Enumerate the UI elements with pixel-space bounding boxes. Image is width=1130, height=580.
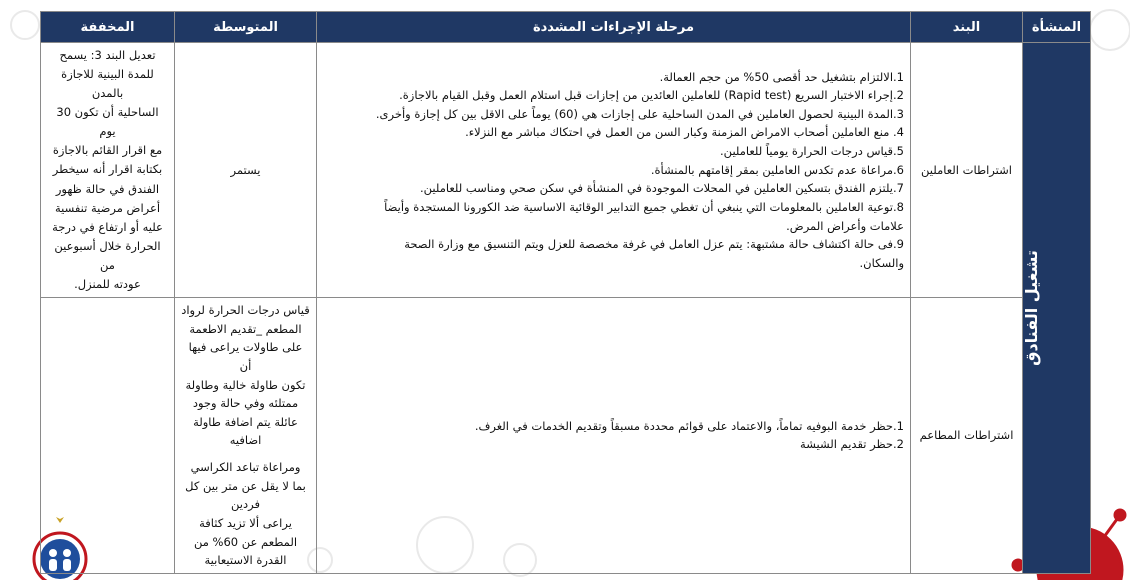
item-cell: اشتراطات المطاعم bbox=[911, 298, 1023, 574]
medium-line: عائلة يتم اضافة طاولة bbox=[193, 414, 298, 429]
medium-cell: يستمر bbox=[175, 43, 317, 298]
strict-line: 6.مراعاة عدم تكدس العاملين بمقر إقامتهم بالمنشأة. bbox=[650, 162, 904, 177]
strict-line: والسكان. bbox=[859, 255, 904, 270]
medium-line: القدرة الاستيعابية bbox=[204, 553, 287, 568]
medium-line: ممتلئه وفي حالة وجود bbox=[192, 396, 299, 411]
medium-line bbox=[181, 450, 310, 458]
relaxed-line: مع اقرار القائم بالاجازة bbox=[52, 143, 163, 158]
relaxed-line: تعديل البند 3: يسمح bbox=[59, 48, 156, 62]
strict-line: 1.الالتزام بتشغيل حد أقصى 50% من حجم العمالة. bbox=[659, 69, 904, 84]
medium-cell bbox=[175, 298, 317, 574]
facility-cell bbox=[1023, 43, 1091, 574]
strict-line: 3.المدة البينية لحصول العاملين في المدن الساحلية على إجازات هي (60) يوماً على الاقل بين كل إجازة وأخرى. bbox=[375, 106, 904, 121]
strict-line: 9.فى حالة اكتشاف حالة مشتبهة: يتم عزل العامل في غرفة مخصصة للعزل ويتم التنسيق مع وزارة الصحة bbox=[404, 237, 904, 252]
relaxed-line: أعراض مرضية تنفسية bbox=[54, 200, 161, 215]
relaxed-line: عودته للمنزل. bbox=[74, 276, 141, 291]
medium-line: فردين bbox=[231, 497, 260, 512]
strict-line: 7.يلتزم الفندق بتسكين العاملين في المحلات الموجودة في المنشأة في سكن صحي ومناسب للعاملين. bbox=[420, 181, 904, 196]
medium-line: المطعم عن 60% من bbox=[193, 534, 298, 549]
strict-line: 8.توعية العاملين بالمعلومات التي ينبغي أن تغطي جميع التدابير الوقائية الاساسية ضد الكورونا المستجدة وأيضاً bbox=[384, 199, 904, 214]
strict-line: علامات وأعراض المرض. bbox=[786, 218, 904, 233]
table-header-row bbox=[41, 12, 1091, 43]
relaxed-line: عليه أو ارتفاع في درجة bbox=[52, 219, 163, 234]
medium-line: تكون طاولة خالية وطاولة bbox=[185, 377, 306, 392]
strict-line: 1.حظر خدمة البوفيه تماماً، والاعتماد على قوائم محددة مسبقاً وتقديم الخدمات في الغرف. bbox=[474, 418, 904, 433]
strict-line: 4. منع العاملين أصحاب الامراض المزمنة وكبار السن من العمل في احتكاك مباشر مع النزلاء. bbox=[465, 125, 904, 140]
medium-line: اضافيه bbox=[229, 433, 262, 448]
relaxed-line: الفندق في حالة ظهور bbox=[55, 181, 160, 196]
medium-line: يراعى ألا تزيد كثافة bbox=[199, 515, 292, 530]
strict-line: 2.إجراء الاختبار السريع (Rapid test) للعاملين العائدين من إجازات قبل استلام العمل وقبل القيام بالاجازة. bbox=[399, 88, 904, 103]
strict-cell bbox=[317, 298, 911, 574]
relaxed-line: الحرارة خلال أسبوعين من bbox=[54, 238, 161, 272]
medium-line: بما لا يقل عن متر بين كل bbox=[185, 478, 306, 493]
strict-cell bbox=[317, 43, 911, 298]
header-relaxed: المخففة bbox=[41, 12, 175, 43]
relaxed-cell bbox=[41, 298, 175, 574]
facility-name: تشغيل الفنادق bbox=[1022, 249, 1042, 366]
measures-table bbox=[40, 11, 1091, 574]
medium-line: المطعم _تقديم الاطعمة bbox=[189, 321, 302, 336]
header-facility: المنشأة bbox=[1023, 12, 1091, 43]
medium-line: ومراعاة تباعد الكراسي bbox=[190, 460, 301, 475]
header-item: البند bbox=[911, 12, 1023, 43]
strict-line: 5.قياس درجات الحرارة يومياً للعاملين. bbox=[720, 144, 904, 159]
relaxed-line: بكتابة اقرار أنه سيخطر bbox=[52, 162, 163, 177]
table-row bbox=[41, 298, 1091, 574]
item-cell: اشتراطات العاملين bbox=[911, 43, 1023, 298]
relaxed-cell bbox=[41, 43, 175, 298]
medium-line: على طاولات يراعى فيها أن bbox=[188, 340, 303, 373]
relaxed-line: للمدة البينية للاجازة بالمدن bbox=[61, 67, 154, 101]
measures-table-container bbox=[40, 11, 1090, 568]
header-medium: المتوسطة bbox=[175, 12, 317, 43]
relaxed-line: الساحلية أن تكون 30 يوم bbox=[56, 105, 159, 139]
table-row bbox=[41, 43, 1091, 298]
medium-line: قياس درجات الحرارة لرواد bbox=[181, 303, 310, 318]
strict-line: 2.حظر تقديم الشيشة bbox=[800, 437, 904, 452]
header-strict: مرحلة الإجراءات المشددة bbox=[317, 12, 911, 43]
